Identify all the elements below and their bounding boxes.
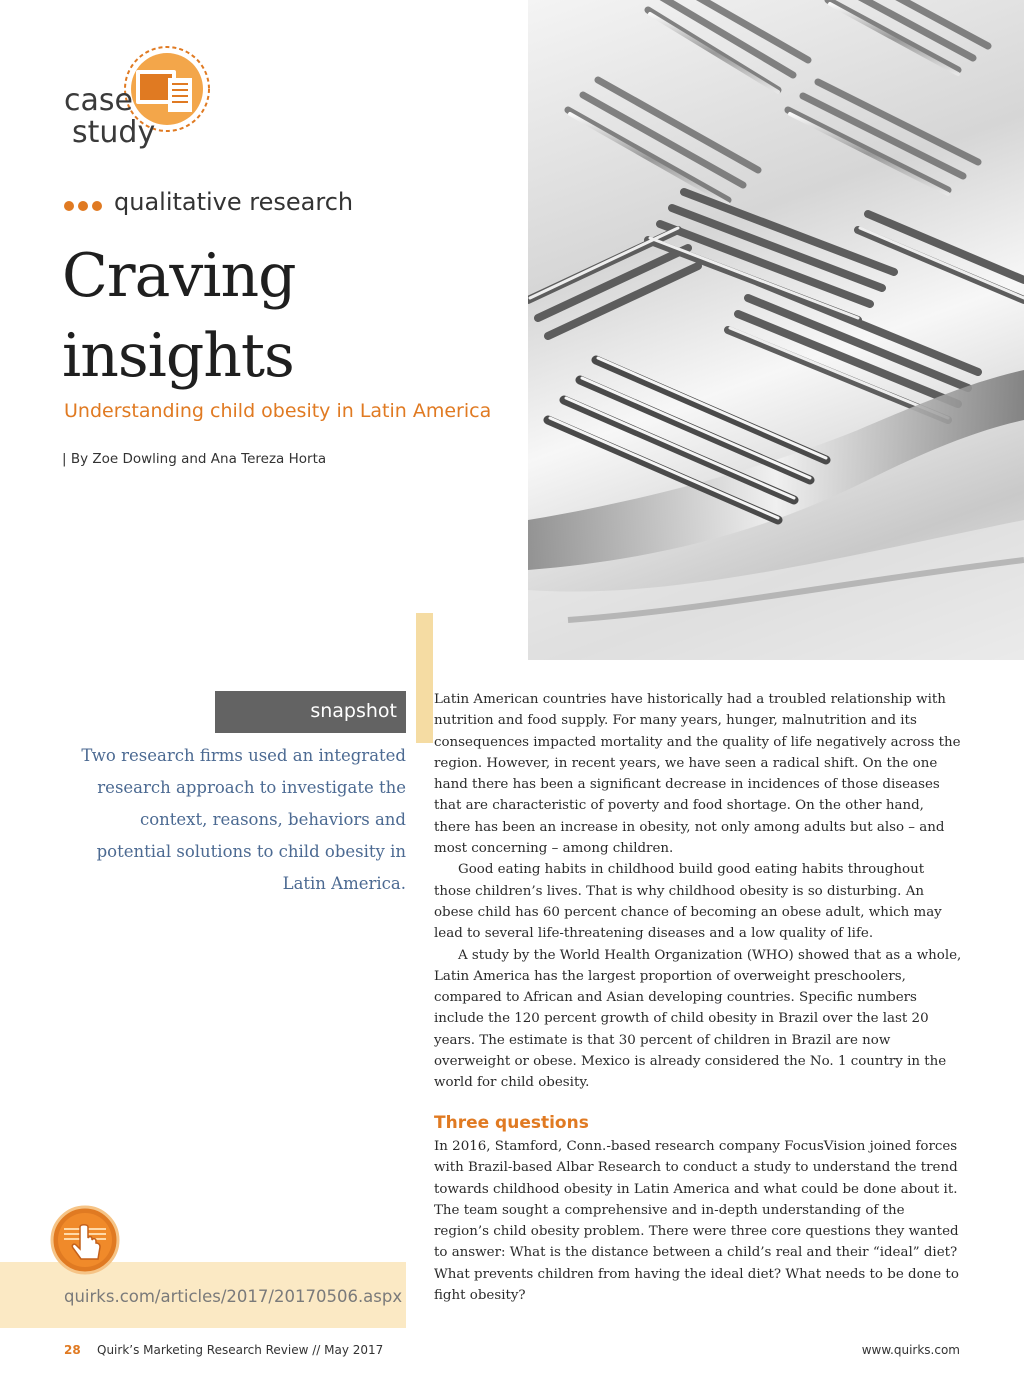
- hand-pointer-icon[interactable]: [50, 1205, 120, 1275]
- snapshot-bar: [215, 691, 406, 733]
- footer-site: www.quirks.com: [861, 1343, 960, 1357]
- body-paragraph-3: A study by the World Health Organization (WHO) showed that as a whole, Latin America has the largest proportion of overweight preschoolers, compared to African and Asian developing countries. Specific numbers include the 120 percent growth of child obesity in Brazil over the last 20 years. The estimate is that 30 percent of children in Brazil are now overweight or obese. Mexico is already considered the No. 1 country in the world for child obesity.: [434, 947, 962, 1091]
- fork-photo: [528, 0, 1024, 660]
- badge-study: study: [72, 115, 156, 150]
- badge-case: case: [64, 83, 133, 118]
- page-number: 28: [64, 1343, 81, 1357]
- title-line-2: insights: [62, 321, 294, 391]
- article-body: [434, 689, 962, 1094]
- snapshot-label: snapshot: [310, 700, 397, 722]
- drop-cap-bar: [416, 613, 433, 743]
- snapshot-text: Two research firms used an integrated research approach to investigate the context, reasons, behaviors and potential solutions to child obesity in Latin America.: [81, 746, 406, 893]
- kicker-dots-icon: [64, 196, 106, 215]
- body-paragraph-1: Latin American countries have historically had a troubled relationship with nutrition and food supply. For many years, hunger, malnutrition and its consequences impacted mortality and the quality of life negatively across the region. However, in recent years, we have seen a radical shift. On the one hand there has been a significant decrease in incidences of those diseases that are characteristic of poverty and food shortage. On the other hand, there has been an increase in obesity, not only among adults but also – and most concerning – among children.: [434, 692, 961, 857]
- subtitle: Understanding child obesity in Latin America: [64, 400, 492, 422]
- section-heading: Three questions: [434, 1113, 589, 1133]
- article-body-2: [434, 1136, 962, 1306]
- body-paragraph-4: In 2016, Stamford, Conn.-based research company FocusVision joined forces with Brazil-based Albar Research to conduct a study to understand the trend towards childhood obesity in Latin America and what could be done about it. The team sought a comprehensive and in-depth understanding of the region’s child obesity problem. There were three core questions they wanted to answer: What is the distance between a child’s real and their “ideal” diet? What prevents children from having the ideal diet? What needs to be done to fight obesity?: [434, 1139, 959, 1304]
- forks-illustration: [528, 0, 1024, 660]
- article-url-link[interactable]: quirks.com/articles/2017/20170506.aspx: [64, 1287, 403, 1306]
- kicker: qualitative research: [114, 188, 354, 216]
- page-title: [62, 236, 502, 396]
- title-line-1: Craving: [62, 241, 296, 311]
- case-study-badge: [60, 44, 220, 164]
- byline: | By Zoe Dowling and Ana Tereza Horta: [62, 451, 327, 467]
- body-paragraph-2: Good eating habits in childhood build good eating habits throughout those children’s lives. That is why childhood obesity is so disturbing. An obese child has 60 percent chance of becoming an obese adult, which may lead to several life-threatening diseases and a low quality of life.: [434, 862, 942, 942]
- footer-publication: Quirk’s Marketing Research Review // May 2017: [97, 1343, 384, 1357]
